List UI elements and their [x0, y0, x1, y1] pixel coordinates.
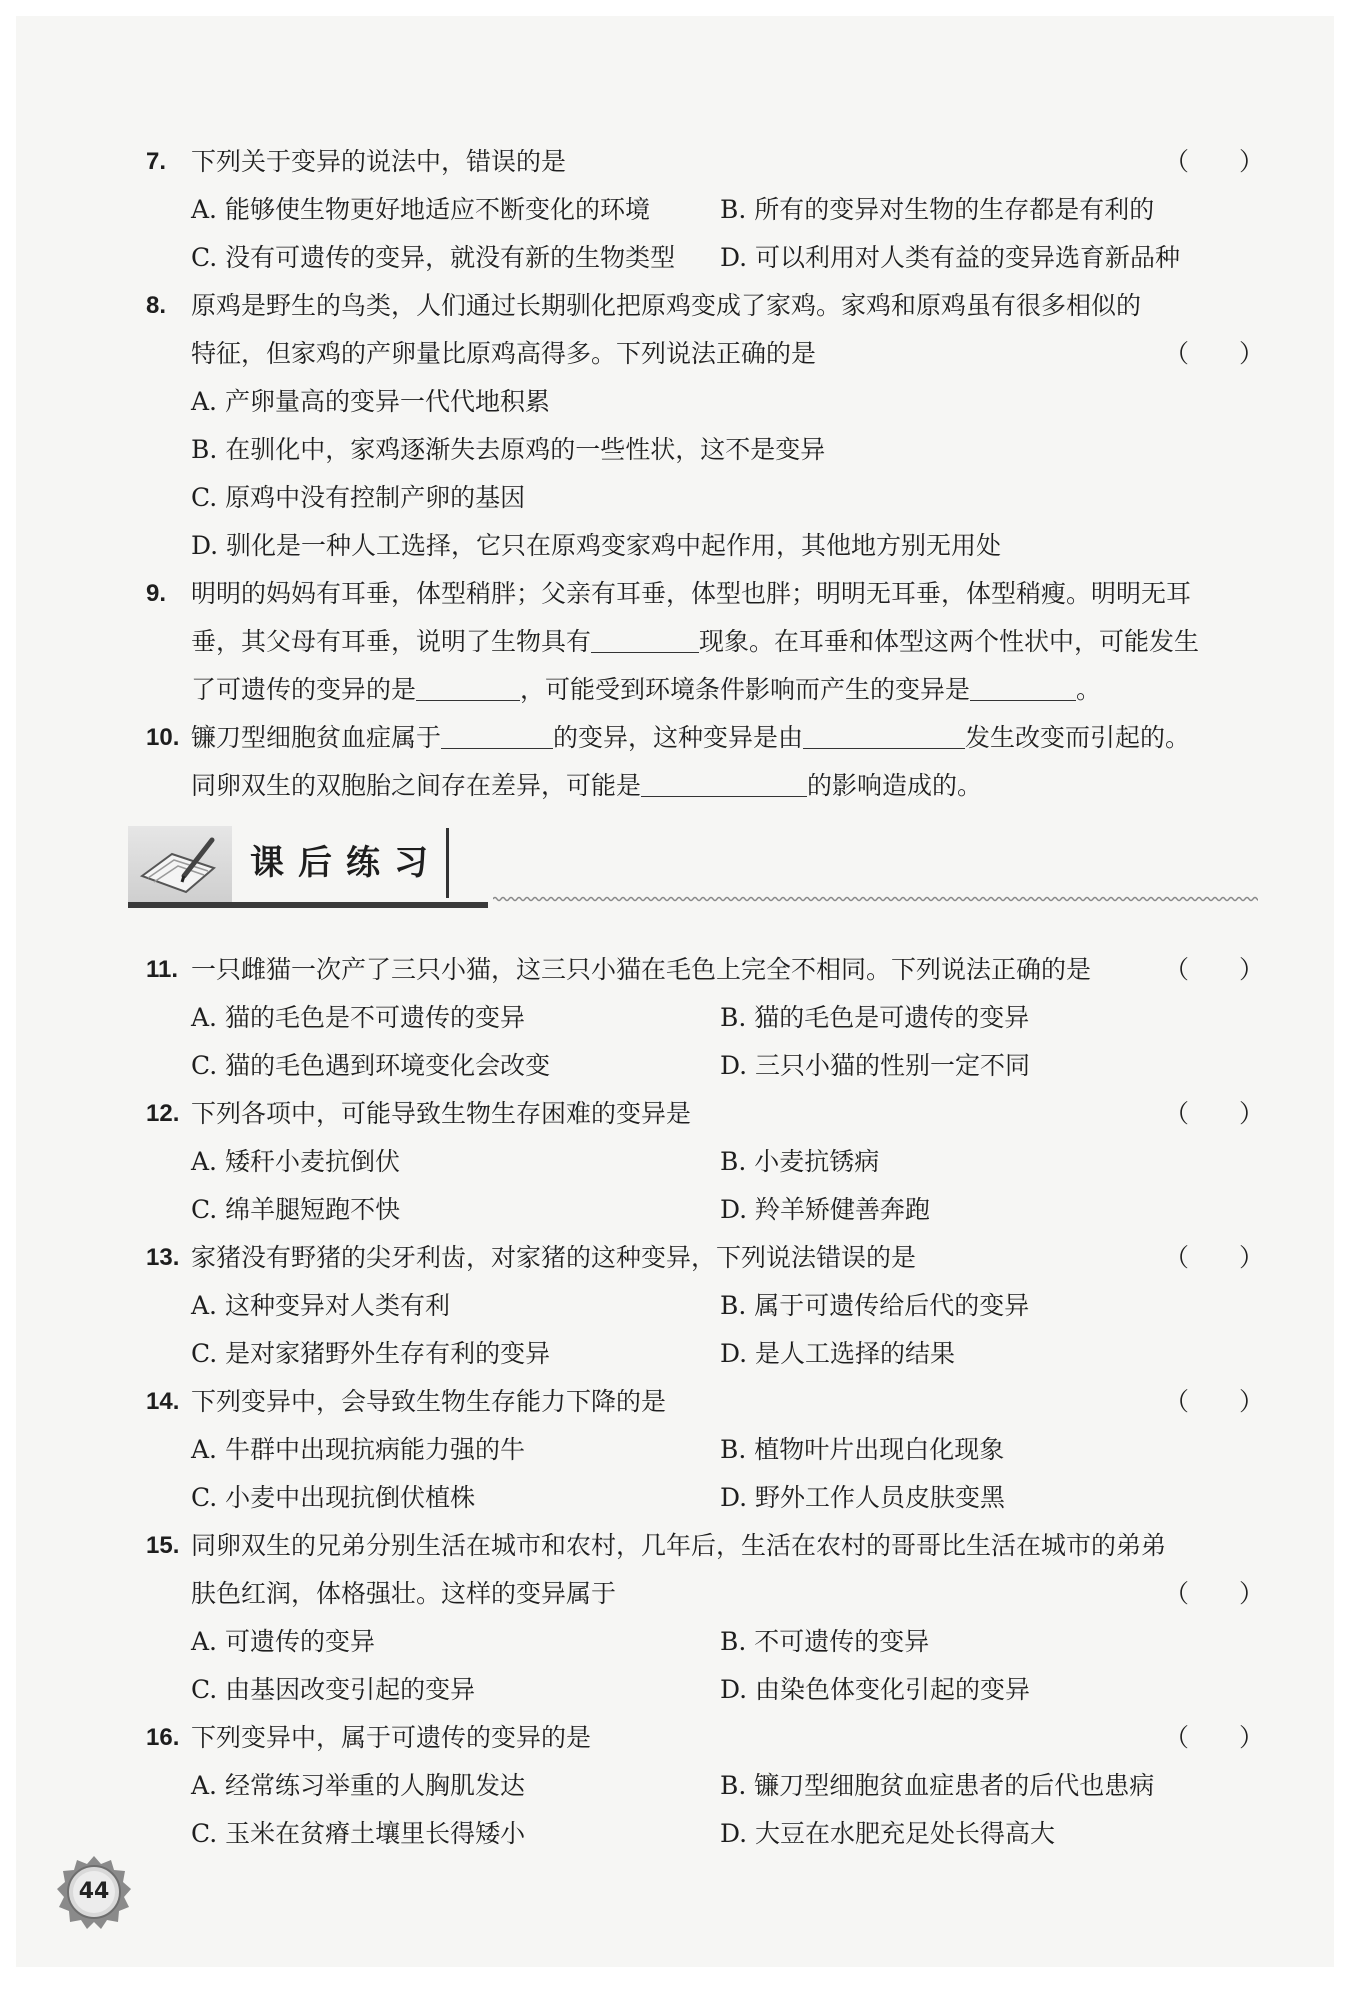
option-c: C. 玉米在贫瘠土壤里长得矮小	[191, 1819, 526, 1848]
question-13	[146, 1234, 1266, 1378]
answer-blank[interactable]	[803, 714, 965, 749]
question-stem: 下列变异中，会导致生物生存能力下降的是	[191, 1387, 667, 1416]
option-a: A. 矮秆小麦抗倒伏	[191, 1147, 400, 1176]
option-d: D. 三只小猫的性别一定不同	[720, 1051, 1031, 1080]
option-d: D. 驯化是一种人工选择，它只在原鸡变家鸡中起作用，其他地方别无用处	[191, 531, 1002, 560]
option-c: C. 绵羊腿短跑不快	[191, 1195, 401, 1224]
answer-parentheses: （ ）	[1163, 1579, 1264, 1608]
answer-blank[interactable]	[970, 666, 1076, 701]
worksheet-page	[16, 16, 1334, 1967]
option-a: A. 产卵量高的变异一代代地积累	[191, 387, 550, 416]
question-14	[146, 1378, 1266, 1522]
question-number: 16.	[146, 1724, 180, 1751]
option-c: C. 猫的毛色遇到环境变化会改变	[191, 1051, 551, 1080]
question-12	[146, 1090, 1266, 1234]
question-number: 9.	[146, 580, 167, 607]
page-number-badge	[56, 1854, 132, 1930]
question-number: 15.	[146, 1532, 180, 1559]
option-d: D. 是人工选择的结果	[720, 1339, 956, 1368]
option-d: D. 大豆在水肥充足处长得高大	[720, 1819, 1056, 1848]
question-number: 7.	[146, 148, 167, 175]
answer-blank[interactable]	[591, 618, 699, 653]
option-a: A. 经常练习举重的人胸肌发达	[191, 1771, 525, 1800]
question-stem: 一只雌猫一次产了三只小猫，这三只小猫在毛色上完全不相同。下列说法正确的是	[191, 955, 1092, 984]
question-number: 8.	[146, 292, 167, 319]
question-number: 14.	[146, 1388, 180, 1415]
option-b: B. 小麦抗锈病	[720, 1147, 880, 1176]
wavy-divider	[493, 894, 1258, 904]
option-b: B. 镰刀型细胞贫血症患者的后代也患病	[720, 1771, 1155, 1800]
option-c: C. 是对家猪野外生存有利的变异	[191, 1339, 551, 1368]
option-c: C. 原鸡中没有控制产卵的基因	[191, 483, 526, 512]
option-b: B. 植物叶片出现白化现象	[720, 1435, 1005, 1464]
question-stem: 下列各项中，可能导致生物生存困难的变异是	[191, 1099, 692, 1128]
question-number: 10.	[146, 724, 180, 751]
question-stem-continued: 肤色红润，体格强壮。这样的变异属于	[191, 1579, 617, 1608]
option-c: C. 小麦中出现抗倒伏植株	[191, 1483, 476, 1512]
notebook-pencil-icon	[128, 826, 232, 908]
question-stem-continued: 特征，但家鸡的产卵量比原鸡高得多。下列说法正确的是	[191, 339, 817, 368]
option-b: B. 所有的变异对生物的生存都是有利的	[720, 195, 1155, 224]
option-d: D. 由染色体变化引起的变异	[720, 1675, 1031, 1704]
option-b: B. 猫的毛色是可遗传的变异	[720, 1003, 1030, 1032]
question-11	[146, 946, 1266, 1090]
answer-parentheses: （ ）	[1163, 1099, 1264, 1128]
answer-parentheses: （ ）	[1163, 147, 1264, 176]
answer-blank[interactable]	[441, 714, 553, 749]
question-stem: 原鸡是野生的鸟类，人们通过长期驯化把原鸡变成了家鸡。家鸡和原鸡虽有很多相似的	[191, 291, 1142, 320]
question-number: 12.	[146, 1100, 180, 1127]
option-a: A. 能够使生物更好地适应不断变化的环境	[191, 195, 650, 224]
question-number: 13.	[146, 1244, 180, 1271]
option-d: D. 可以利用对人类有益的变异选育新品种	[720, 243, 1181, 272]
question-stem: 镰刀型细胞贫血症属于 的变异，这种变异是由 发生改变而引起的。	[191, 714, 1190, 762]
answer-blank[interactable]	[641, 762, 807, 797]
answer-blank[interactable]	[416, 666, 520, 701]
option-d: D. 羚羊矫健善奔跑	[720, 1195, 931, 1224]
answer-parentheses: （ ）	[1163, 955, 1264, 984]
question-7	[146, 138, 1266, 282]
option-c: C. 由基因改变引起的变异	[191, 1675, 476, 1704]
option-a: A. 牛群中出现抗病能力强的牛	[191, 1435, 525, 1464]
question-stem: 同卵双生的兄弟分别生活在城市和农村，几年后，生活在农村的哥哥比生活在城市的弟弟	[191, 1531, 1167, 1560]
answer-parentheses: （ ）	[1163, 1387, 1264, 1416]
question-stem: 下列关于变异的说法中，错误的是	[191, 147, 567, 176]
section-title: 课后练习	[236, 828, 449, 898]
section-underline	[128, 902, 488, 908]
option-c: C. 没有可遗传的变异，就没有新的生物类型	[191, 243, 676, 272]
question-stem: 下列变异中，属于可遗传的变异的是	[191, 1723, 592, 1752]
question-stem: 家猪没有野猪的尖牙利齿，对家猪的这种变异，下列说法错误的是	[191, 1243, 917, 1272]
question-number: 11.	[146, 956, 179, 983]
question-stem-continued: 同卵双生的双胞胎之间存在差异，可能是 的影响造成的。	[191, 762, 982, 810]
option-b: B. 不可遗传的变异	[720, 1627, 930, 1656]
question-10	[146, 714, 1266, 810]
option-a: A. 猫的毛色是不可遗传的变异	[191, 1003, 525, 1032]
question-9	[146, 570, 1266, 714]
option-b: B. 在驯化中，家鸡逐渐失去原鸡的一些性状，这不是变异	[191, 435, 826, 464]
question-stem: 明明的妈妈有耳垂，体型稍胖；父亲有耳垂，体型也胖；明明无耳垂，体型稍瘦。明明无耳	[191, 579, 1192, 608]
answer-parentheses: （ ）	[1163, 339, 1264, 368]
option-a: A. 这种变异对人类有利	[191, 1291, 450, 1320]
page-number: 44	[78, 1879, 110, 1904]
question-stem-continued: 垂，其父母有耳垂，说明了生物具有 现象。在耳垂和体型这两个性状中，可能发生	[191, 618, 1199, 666]
option-a: A. 可遗传的变异	[191, 1627, 375, 1656]
answer-parentheses: （ ）	[1163, 1723, 1264, 1752]
option-d: D. 野外工作人员皮肤变黑	[720, 1483, 1006, 1512]
section-header	[128, 824, 1258, 908]
question-15	[146, 1522, 1266, 1714]
question-16	[146, 1714, 1266, 1858]
question-stem-continued: 了可遗传的变异的是 ，可能受到环境条件影响而产生的变异是 。	[191, 666, 1101, 714]
answer-parentheses: （ ）	[1163, 1243, 1264, 1272]
option-b: B. 属于可遗传给后代的变异	[720, 1291, 1030, 1320]
question-8	[146, 282, 1266, 570]
